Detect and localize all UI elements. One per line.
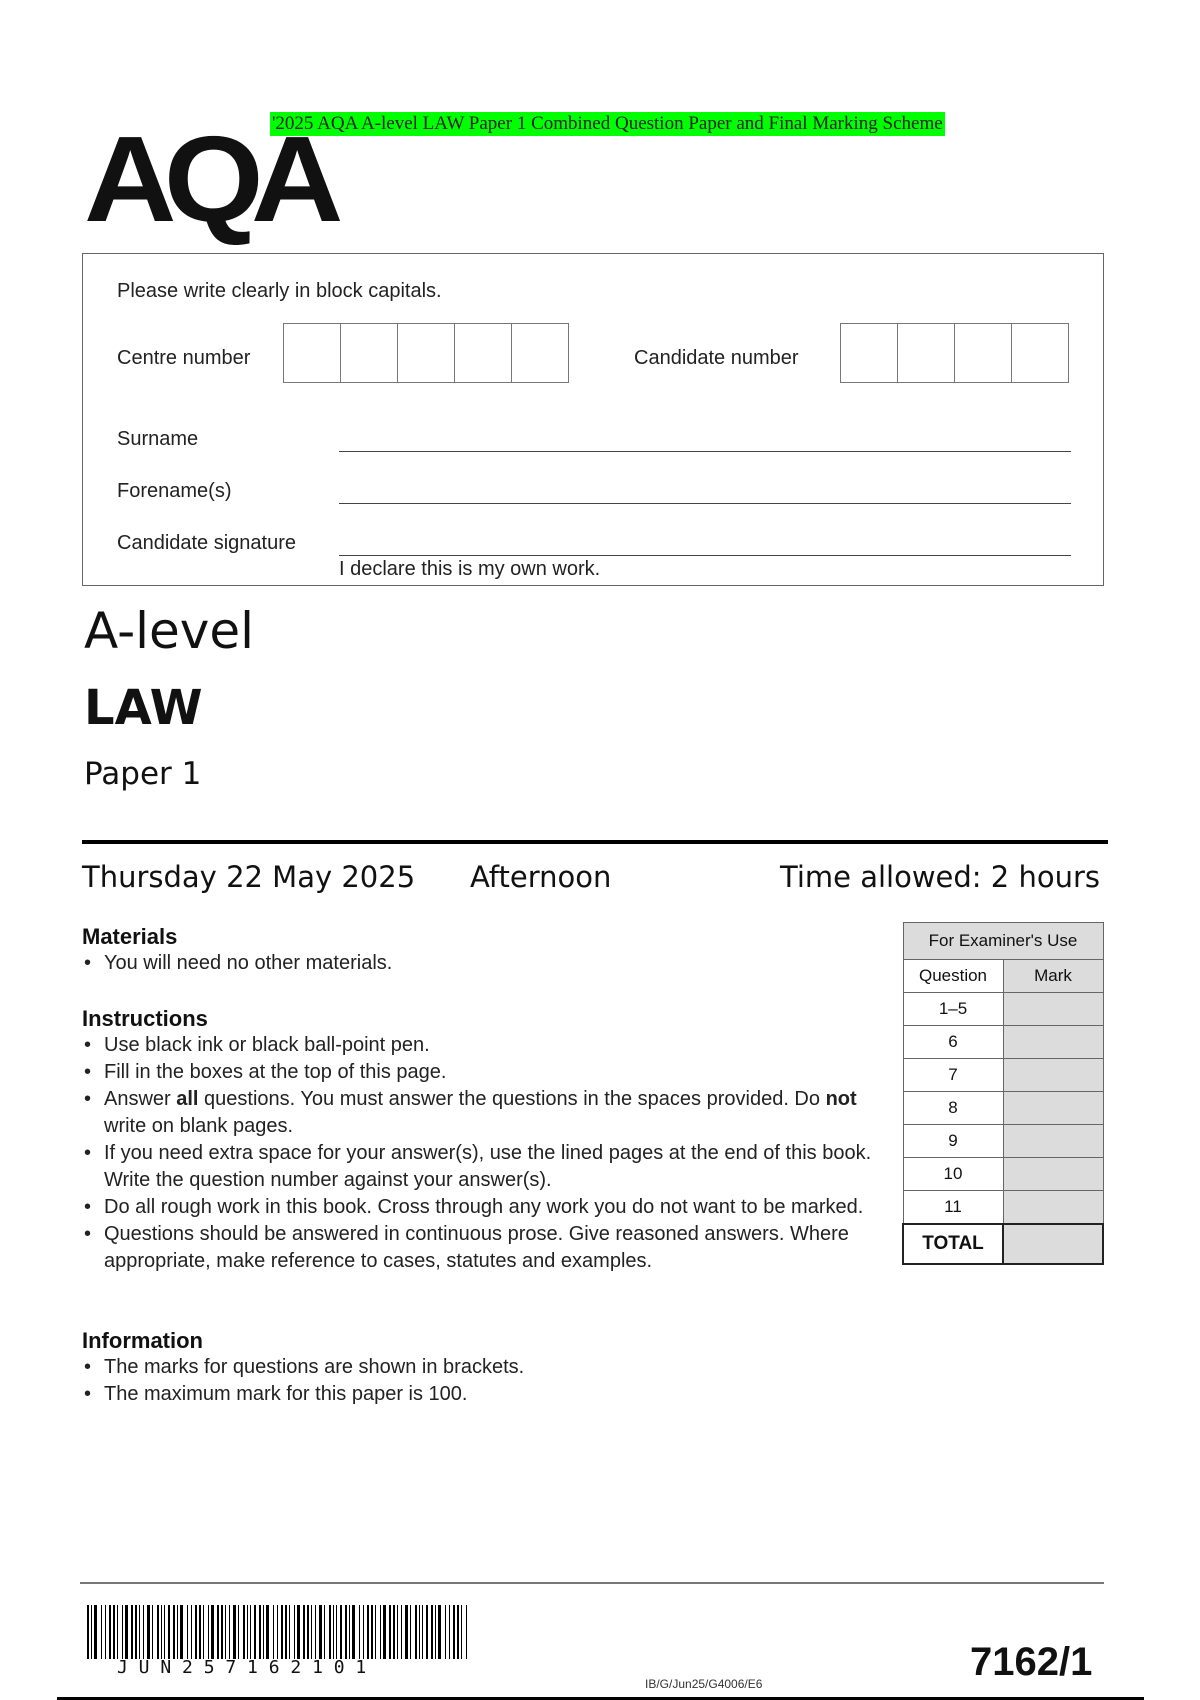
table-row — [903, 1092, 1103, 1125]
aqa-logo: AQA — [84, 111, 331, 247]
barcode-bar — [426, 1605, 428, 1659]
centre-number-field[interactable] — [283, 323, 569, 383]
table-title: For Examiner's Use — [903, 923, 1103, 960]
table-row — [903, 1158, 1103, 1191]
information-section — [82, 1328, 882, 1408]
barcode-bar — [225, 1605, 226, 1659]
barcode-bar — [87, 1605, 89, 1659]
list-item — [82, 1086, 872, 1140]
table-row — [903, 1059, 1103, 1092]
barcode-bar — [143, 1605, 144, 1659]
footer-divider — [80, 1582, 1104, 1584]
declaration-text: I declare this is my own work. — [339, 558, 601, 580]
list-item: • Use black ink or black ball-point pen. — [82, 1032, 872, 1059]
barcode-bar — [117, 1605, 118, 1659]
instructions-heading: Instructions — [82, 1006, 208, 1031]
column-header: Question — [903, 960, 1003, 993]
barcode-bar — [389, 1605, 391, 1659]
question-cell: 10 — [903, 1158, 1003, 1191]
title-banner: '2025 AQA A-level LAW Paper 1 Combined Question Paper and Final Marking Scheme — [272, 113, 943, 134]
text: write on blank pages. — [104, 1115, 294, 1137]
barcode-bar — [247, 1605, 248, 1659]
barcode-bar — [457, 1605, 459, 1659]
barcode-bar — [415, 1605, 417, 1659]
table-row — [903, 1125, 1103, 1158]
question-cell: 11 — [903, 1191, 1003, 1225]
barcode-bar — [380, 1605, 381, 1659]
barcode-bar — [191, 1605, 192, 1659]
barcode-bar — [324, 1605, 325, 1659]
barcode-bar — [195, 1605, 197, 1659]
paper-code: 7162/1 — [970, 1640, 1093, 1684]
table-row — [903, 1026, 1103, 1059]
total-row — [903, 1224, 1103, 1264]
barcode-bar — [157, 1605, 159, 1659]
question-cell: 7 — [903, 1059, 1003, 1092]
list-item: • The marks for questions are shown in brackets. — [82, 1354, 882, 1381]
barcode-bar — [461, 1605, 462, 1659]
barcode-bar — [371, 1605, 373, 1659]
barcode-bar — [363, 1605, 364, 1659]
barcode-bar — [277, 1605, 278, 1659]
barcode-bar — [431, 1605, 433, 1659]
barcode-text: J U N 2 5 7 1 6 2 1 0 1 — [117, 1657, 367, 1678]
barcode-bar — [229, 1605, 230, 1659]
barcode-bar — [168, 1605, 170, 1659]
barcode-bar — [466, 1605, 467, 1659]
divider — [82, 840, 1108, 844]
surname-field[interactable] — [339, 451, 1071, 452]
subject-title: LAW — [84, 680, 203, 736]
text: Answer — [104, 1088, 177, 1110]
examiner-use-table — [902, 922, 1104, 1265]
barcode-bar — [101, 1605, 102, 1659]
barcode-bar — [449, 1605, 450, 1659]
barcode-bar — [422, 1605, 423, 1659]
barcode-bar — [263, 1605, 264, 1659]
signature-label: Candidate signature — [117, 532, 297, 554]
emphasis: all — [176, 1088, 199, 1110]
barcode-bar — [397, 1605, 398, 1659]
barcode-bar — [307, 1605, 309, 1659]
barcode-bar — [410, 1605, 411, 1659]
barcode-bar — [419, 1605, 420, 1659]
table-row — [903, 993, 1103, 1026]
barcode-bar — [438, 1605, 441, 1659]
list-item: • Do all rough work in this book. Cross through any work you do not want to be marked. — [82, 1194, 872, 1221]
text: questions. You must answer the questions in the spaces provided. Do — [198, 1088, 826, 1110]
mark-cell — [1003, 1059, 1103, 1092]
barcode-bar — [187, 1605, 188, 1659]
barcode-bar — [131, 1605, 133, 1659]
barcode-bar — [135, 1605, 137, 1659]
candidate-details-box — [82, 253, 1104, 586]
materials-heading: Materials — [82, 924, 178, 949]
barcode-bar — [285, 1605, 287, 1659]
barcode-bar — [164, 1605, 165, 1659]
barcode-bar — [273, 1605, 274, 1659]
barcode-bar — [180, 1605, 183, 1659]
barcode-bar — [113, 1605, 115, 1659]
barcode-bar — [297, 1605, 300, 1659]
barcode-bar — [367, 1605, 369, 1659]
barcode-bar — [405, 1605, 408, 1659]
document-reference: IB/G/Jun25/G4006/E6 — [645, 1677, 763, 1691]
candidate-number-field[interactable] — [840, 323, 1069, 383]
barcode-bar — [401, 1605, 402, 1659]
barcode-bar — [238, 1605, 239, 1659]
barcode-bar — [91, 1605, 92, 1659]
barcode-bar — [315, 1605, 316, 1659]
barcode-bar — [203, 1605, 204, 1659]
barcode-bar — [303, 1605, 305, 1659]
emphasis: not — [825, 1088, 857, 1110]
barcode-bar — [352, 1605, 355, 1659]
barcode-bar — [359, 1605, 360, 1659]
barcode-bar — [217, 1605, 219, 1659]
barcode-bar — [243, 1605, 245, 1659]
list-item: • Questions should be answered in continuous prose. Give reasoned answers. Where appropriate, make reference to cases, statutes and examples. — [82, 1221, 872, 1275]
list-item: • You will need no other materials. — [82, 950, 882, 977]
barcode-bar — [122, 1605, 123, 1659]
barcode-bar — [254, 1605, 256, 1659]
surname-label: Surname — [117, 428, 199, 450]
barcode-bar — [289, 1605, 290, 1659]
column-header: Mark — [1003, 960, 1103, 993]
barcode-bar — [152, 1605, 153, 1659]
question-cell: 6 — [903, 1026, 1003, 1059]
barcode-bar — [94, 1605, 97, 1659]
exam-session: Afternoon — [470, 860, 612, 894]
barcode-bar — [208, 1605, 209, 1659]
barcode-bar — [349, 1605, 350, 1659]
barcode-bar — [125, 1605, 128, 1659]
candidate-number-label: Candidate number — [634, 347, 799, 369]
barcode-bar — [345, 1605, 347, 1659]
barcode-bar — [105, 1605, 106, 1659]
barcode-bar — [173, 1605, 175, 1659]
barcode-bar — [139, 1605, 140, 1659]
question-cell: 8 — [903, 1092, 1003, 1125]
list-item: • Fill in the boxes at the top of this page. — [82, 1059, 872, 1086]
forename-label: Forename(s) — [117, 480, 232, 502]
exam-date: Thursday 22 May 2025 — [82, 860, 416, 894]
mark-cell — [1003, 1026, 1103, 1059]
time-allowed: Time allowed: 2 hours — [780, 860, 1100, 894]
barcode-bar — [329, 1605, 331, 1659]
table-row — [903, 1191, 1103, 1225]
signature-field[interactable] — [339, 555, 1071, 556]
barcode-bar — [199, 1605, 201, 1659]
mark-cell — [1003, 1092, 1103, 1125]
mark-cell — [1003, 993, 1103, 1026]
block-capitals-instruction: Please write clearly in block capitals. — [117, 280, 442, 302]
barcode-bar — [393, 1605, 395, 1659]
paper-number: Paper 1 — [84, 756, 202, 792]
question-cell: 9 — [903, 1125, 1003, 1158]
information-heading: Information — [82, 1328, 203, 1353]
barcode-bar — [233, 1605, 236, 1659]
barcode-bar — [340, 1605, 342, 1659]
barcode-bar — [281, 1605, 283, 1659]
list-item: • If you need extra space for your answer(s), use the lined pages at the end of this book. Write the question number against your answer(s). — [82, 1140, 872, 1194]
barcode-bar — [221, 1605, 223, 1659]
materials-section — [82, 924, 882, 977]
barcode-bar — [311, 1605, 312, 1659]
mark-cell — [1003, 1191, 1103, 1225]
barcode-bar — [250, 1605, 251, 1659]
question-cell: 1–5 — [903, 993, 1003, 1026]
barcode-bar — [109, 1605, 111, 1659]
mark-cell — [1003, 1125, 1103, 1158]
qualification-level: A-level — [84, 602, 255, 660]
barcode-bar — [294, 1605, 295, 1659]
list-item: • The maximum mark for this paper is 100. — [82, 1381, 882, 1408]
barcode-bar — [319, 1605, 322, 1659]
barcode-bar — [445, 1605, 446, 1659]
barcode — [87, 1605, 472, 1659]
barcode-bar — [333, 1605, 334, 1659]
barcode-bar — [375, 1605, 376, 1659]
centre-number-label: Centre number — [117, 347, 251, 369]
barcode-bar — [336, 1605, 337, 1659]
barcode-bar — [259, 1605, 261, 1659]
barcode-bar — [177, 1605, 178, 1659]
barcode-bar — [266, 1605, 269, 1659]
total-label: TOTAL — [903, 1224, 1003, 1264]
forename-field[interactable] — [339, 503, 1071, 504]
total-mark-cell — [1003, 1224, 1103, 1264]
barcode-bar — [453, 1605, 455, 1659]
barcode-bar — [435, 1605, 436, 1659]
barcode-bar — [383, 1605, 386, 1659]
barcode-bar — [161, 1605, 162, 1659]
barcode-bar — [211, 1605, 214, 1659]
mark-cell — [1003, 1158, 1103, 1191]
instructions-section — [82, 1006, 872, 1275]
barcode-bar — [147, 1605, 150, 1659]
